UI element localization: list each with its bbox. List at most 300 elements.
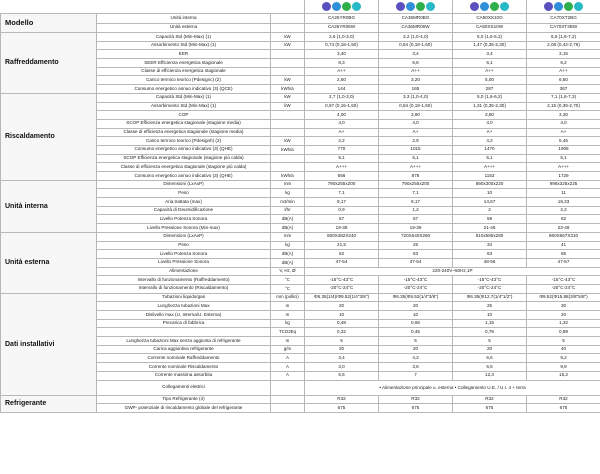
section-title: Unità esterna [1, 232, 97, 293]
header-row-indoor [1, 14, 600, 24]
spec-label: Corrente nominale Raffreddamento [97, 354, 271, 363]
table-row [1, 232, 600, 241]
spec-value: 20 [379, 345, 453, 354]
badges-cell [305, 0, 379, 14]
spec-unit [271, 119, 305, 128]
spec-value: -15°C-43°C [527, 276, 600, 285]
spec-value: 47-54 [305, 258, 379, 267]
spec-value: 4,2 [379, 354, 453, 363]
table-row [1, 33, 600, 42]
spec-value: 5,1 [379, 154, 453, 163]
spec-value: 675 [453, 404, 527, 413]
energy-badge-icon [352, 2, 361, 11]
model-code: CA25YR0BG [305, 14, 379, 24]
spec-value: 10 [379, 311, 453, 320]
spec-label: Capacità Std (Min-Max) (1) [97, 33, 271, 42]
spec-value: 810x585x280 [453, 232, 527, 241]
spec-value: A++ [379, 67, 453, 76]
spec-value: 8,3 [305, 59, 379, 68]
spec-label: Livello Pressione Sonora (Min-max) [97, 224, 271, 233]
spec-value: 3,3 (1,0-4,0) [379, 93, 453, 102]
header-unit [271, 23, 305, 33]
spec-value: 6,6 [453, 354, 527, 363]
spec-value: 1908 [527, 145, 600, 154]
spec-label: Classe di efficienza energetica stagionale [97, 67, 271, 76]
spec-unit: m [271, 302, 305, 311]
spec-value: 57 [379, 215, 453, 224]
spec-label: Carico termico teorico (Pdesignc) (2) [97, 76, 271, 85]
spec-value: 62 [527, 215, 600, 224]
spec-value: 0,66 [379, 319, 453, 328]
spec-value: -20°C-24°C [379, 284, 453, 293]
spec-value: 21-46 [453, 224, 527, 233]
spec-unit [271, 67, 305, 76]
energy-badges [528, 2, 599, 11]
energy-badges [306, 2, 377, 11]
spec-label: Classe di efficienza energetica stagionale (stagione media) [97, 128, 271, 137]
spec-value: 3,15 [527, 50, 600, 59]
header-label-outdoor: Unità esterna [97, 23, 271, 33]
spec-unit: kg [271, 189, 305, 198]
spec-label: GWP- potenziale di riscaldamento globale del refrigerante [97, 404, 271, 413]
spec-label: Capacità Std (Min-Max) (1) [97, 93, 271, 102]
spec-value: 5,45 [527, 137, 600, 146]
spec-label: Dimensioni (LxAxP) [97, 232, 271, 241]
energy-badge-icon [500, 2, 509, 11]
spec-value: 6,8 [379, 59, 453, 68]
spec-value: 2,2 [527, 206, 600, 215]
spec-value: 2,7 (1,0-3,0) [305, 93, 379, 102]
spec-value: 10 [305, 311, 379, 320]
header-unit [271, 14, 305, 24]
spec-value: 5 [453, 337, 527, 346]
spec-value: 18,33 [527, 198, 600, 207]
spec-value: 6,5 [453, 363, 527, 372]
energy-badge-icon [416, 2, 425, 11]
spec-value: 3,80 [453, 111, 527, 120]
spec-label: Intervallo di funzionamento (Raffreddamento) [97, 276, 271, 285]
spec-value: 48-56 [453, 258, 527, 267]
spec-value: 3,4 [305, 354, 379, 363]
spec-value: 2,08 (0,42-2,76) [527, 41, 600, 50]
spec-value: 4,0 [305, 119, 379, 128]
spec-value: 20 [305, 302, 379, 311]
spec-value: 5 [379, 337, 453, 346]
spec-value: 2,15 (0,39-2,70) [527, 102, 600, 111]
spec-unit: kWh/a [271, 145, 305, 154]
spec-value: 1015 [379, 145, 453, 154]
energy-badge-icon [426, 2, 435, 11]
spec-unit [271, 154, 305, 163]
spec-value: 4,00 [305, 111, 379, 120]
model-code: CA50XS10W [453, 23, 527, 33]
spec-value: 7,1 (1,6-7,3) [527, 93, 600, 102]
spec-value: 3,90 [379, 111, 453, 120]
spec-unit [271, 380, 305, 395]
energy-badge-icon [332, 2, 341, 11]
spec-value: 5,1 [527, 154, 600, 163]
spec-unit: dB(A) [271, 258, 305, 267]
spec-value: A+++ [379, 163, 453, 172]
spec-label: Lunghezza tubazioni Max [97, 302, 271, 311]
spec-value: 3,2 (1,0-4,0) [379, 33, 453, 42]
spec-value: 5,1 [453, 154, 527, 163]
energy-badge-icon [342, 2, 351, 11]
spec-unit: kW [271, 41, 305, 50]
spec-value: 9,17 [379, 198, 453, 207]
energy-badge-icon [490, 2, 499, 11]
spec-value: 1729 [527, 172, 600, 181]
model-code: CA70XT2BG [527, 14, 600, 24]
spec-unit: m [271, 337, 305, 346]
spec-value: 770 [305, 145, 379, 154]
spec-value: 9,9 [527, 363, 600, 372]
spec-value: 20 [453, 345, 527, 354]
table-row [1, 180, 600, 189]
spec-value: 878 [379, 172, 453, 181]
spec-value: 47-57 [527, 258, 600, 267]
spec-label: EER [97, 50, 271, 59]
spec-value: R32 [527, 395, 600, 404]
spec-label: Corrente massima assorbita [97, 371, 271, 380]
spec-value: 6,5 [305, 371, 379, 380]
spec-value: A+++ [527, 163, 600, 172]
spec-value: 14,67 [453, 198, 527, 207]
spec-value: 5 [527, 337, 600, 346]
spec-value: 3,0 [305, 363, 379, 372]
spec-label: Assorbimento Std (Min-Max) (1) [97, 102, 271, 111]
spec-value: 11 [527, 189, 600, 198]
spec-value: 40 [527, 345, 600, 354]
spec-value: 165 [379, 85, 453, 94]
spec-value: 860X667X310 [527, 232, 600, 241]
spec-label: Aria trattata (max) [97, 198, 271, 207]
spec-value: 23-48 [527, 224, 600, 233]
spec-value: 12,3 [453, 371, 527, 380]
spec-value: 3,8 [379, 363, 453, 372]
spec-value: 5,1 [305, 154, 379, 163]
energy-badge-icon [396, 2, 405, 11]
spec-value: -15°C-43°C [379, 276, 453, 285]
spec-value: 25 [379, 241, 453, 250]
spec-unit: dB(A) [271, 224, 305, 233]
spec-value: 287 [453, 85, 527, 94]
table-row [1, 395, 600, 404]
spec-unit: °C [271, 284, 305, 293]
spec-unit: l/hr [271, 206, 305, 215]
spec-value: 7,1 [305, 189, 379, 198]
section-title: Refrigerante [1, 395, 97, 412]
spec-label: SCOP Efficienza energetica stagionale (stagione media) [97, 119, 271, 128]
model-code: CA36MR0BG [379, 14, 453, 24]
spec-unit [271, 404, 305, 413]
spec-unit [271, 395, 305, 404]
energy-badge-icon [480, 2, 489, 11]
spec-label: Livello Pressione Sonora [97, 258, 271, 267]
spec-value: -20°C-24°C [305, 284, 379, 293]
spec-unit [271, 111, 305, 120]
spec-unit: A [271, 354, 305, 363]
spec-label: Consumo energetico annuo indicativo (3) (QHE) [97, 145, 271, 154]
spec-value: 2,60 [305, 76, 379, 85]
spec-value: 890x300x220 [453, 180, 527, 189]
spec-unit: kg [271, 241, 305, 250]
energy-badge-icon [574, 2, 583, 11]
spec-value: 25 [453, 302, 527, 311]
model-code: CA70XT2BW [527, 23, 600, 33]
spec-value: 1,47 (0,35-2,30) [453, 41, 527, 50]
spec-label: COP [97, 111, 271, 120]
spec-unit [271, 128, 305, 137]
spec-value: 4,2 [453, 137, 527, 146]
spec-label: Peso [97, 189, 271, 198]
spec-value: 790x255x200 [305, 180, 379, 189]
spec-value: 0,67 (0,15-1,50) [305, 102, 379, 111]
spec-unit: kW [271, 33, 305, 42]
spec-unit: V, Hz, Ø [271, 267, 305, 276]
model-code: CA25YR06W [305, 23, 379, 33]
spec-value: 5,0 (1,6-6,2) [453, 93, 527, 102]
spec-unit: m3/min [271, 198, 305, 207]
spec-label: Classe di efficienza energetica stagionale (stagione più calda) [97, 163, 271, 172]
badges-cell [379, 0, 453, 14]
spec-unit: kW [271, 137, 305, 146]
spec-unit [271, 59, 305, 68]
spec-value: 47-54 [379, 258, 453, 267]
spec-label: Consumo energetico annuo indicativo (3) (QHE) [97, 172, 271, 181]
spec-unit: mm (pollici) [271, 293, 305, 302]
spec-value: 367 [527, 85, 600, 94]
spec-value: 7 [379, 371, 453, 380]
spec-value: 720X540X260 [379, 232, 453, 241]
spec-value: 20 [379, 302, 453, 311]
spec-value: 5,0 (1,6-5,2) [453, 33, 527, 42]
spec-value: R32 [305, 395, 379, 404]
spec-value: 19-38 [305, 224, 379, 233]
spec-value: 2,9 [379, 137, 453, 146]
spec-unit: mm [271, 232, 305, 241]
spec-value: 2,2 [305, 137, 379, 146]
spec-label: Livello Potenza Sonora [97, 250, 271, 259]
spec-value: 10 [453, 311, 527, 320]
spec-value: 3,20 [379, 76, 453, 85]
spec-value: 0,48 [305, 319, 379, 328]
spec-value: 6,1 [453, 59, 527, 68]
spec-unit: kg [271, 319, 305, 328]
section-title: Dati installativi [1, 293, 97, 395]
spec-unit: dB(A) [271, 215, 305, 224]
spec-value: A++ [305, 67, 379, 76]
spec-unit: °C [271, 276, 305, 285]
table-row [1, 293, 600, 302]
energy-badge-icon [470, 2, 479, 11]
spec-value: 21,5 [305, 241, 379, 250]
spec-label: Dimensioni (LxAxP) [97, 180, 271, 189]
spec-value: 660X482X240 [305, 232, 379, 241]
spec-label: Alimentazione [97, 267, 271, 276]
spec-value: 20 [527, 311, 600, 320]
energy-badges [454, 2, 525, 11]
spec-value: 5,00 [453, 76, 527, 85]
spec-value: 65 [527, 250, 600, 259]
spec-value: A++ [453, 67, 527, 76]
spec-value: 1153 [453, 172, 527, 181]
spec-value: -15°C-43°C [453, 276, 527, 285]
spec-value: 3,4 [379, 50, 453, 59]
spec-value: 675 [527, 404, 600, 413]
spec-value: 1,32 [527, 319, 600, 328]
energy-badge-icon [544, 2, 553, 11]
badges-cell [453, 0, 527, 14]
spec-value: 3,40 [305, 50, 379, 59]
spec-unit [271, 163, 305, 172]
spec-unit: kWh/a [271, 172, 305, 181]
spec-value: A+ [453, 128, 527, 137]
spec-value: 10 [453, 189, 527, 198]
spec-value: 0,78 [453, 328, 527, 337]
spec-value: R32 [379, 395, 453, 404]
energy-badges [380, 2, 451, 11]
energy-badges-row [1, 0, 600, 14]
spec-value: 656 [305, 172, 379, 181]
section-title: Raffreddamento [1, 33, 97, 94]
spec-label: Assorbimento Std (Min-Max) (1) [97, 41, 271, 50]
spec-label [97, 328, 271, 337]
spec-value: 790x255x200 [379, 180, 453, 189]
spec-value: 30 [527, 302, 600, 311]
spec-value: 59 [453, 215, 527, 224]
spec-value: 63 [453, 250, 527, 259]
spec-value: A+ [527, 128, 600, 137]
spec-value: 62 [305, 250, 379, 259]
spec-value: Φ6.35(Φ9.52(1/4"3/8") [379, 293, 453, 302]
spec-unit: mm [271, 180, 305, 189]
spec-label: Peso [97, 241, 271, 250]
spec-value: -15°C-43°C [305, 276, 379, 285]
spec-value: 63 [379, 250, 453, 259]
spec-value: 998x325x225 [527, 180, 600, 189]
spec-value: 144 [305, 85, 379, 94]
spec-label: Carica aggiuntiva refrigerante [97, 345, 271, 354]
spec-value: -20°C-24°C [453, 284, 527, 293]
spec-value: 57 [305, 215, 379, 224]
spec-label: Lunghezza tubazioni Max senza aggiunta di refrigerante [97, 337, 271, 346]
spec-value: 0,9 [305, 206, 379, 215]
spec-unit: A [271, 363, 305, 372]
spec-label: Carico termico teorico (Pdesignh) (2) [97, 137, 271, 146]
spec-value: 675 [379, 404, 453, 413]
spec-value: 4,0 [453, 119, 527, 128]
spec-label: Consumo energetico annuo indicativo (3) (QCE) [97, 85, 271, 94]
spec-unit: kW [271, 102, 305, 111]
spec-value: 19-39 [379, 224, 453, 233]
spec-value: R32 [453, 395, 527, 404]
spec-value-span: 220-240V~50Hz,1P [305, 267, 600, 276]
badges-cell [527, 0, 600, 14]
spec-label: Precarica di fabbrica [97, 319, 271, 328]
spec-label: Corrente nominale Riscaldamento [97, 363, 271, 372]
spec-label: Tubazioni liquido/gas [97, 293, 271, 302]
spec-value: 0,74 (0,18-1,50) [305, 41, 379, 50]
spec-value: 20 [305, 345, 379, 354]
spec-value: Φ6.35(1/4)/Φ9.52(1/4"3/8") [305, 293, 379, 302]
spec-label: Tipo Refrigerante (4) [97, 395, 271, 404]
spec-unit: kWh/a [271, 85, 305, 94]
spec-label: Capacità di Deumidificazione [97, 206, 271, 215]
spec-value: 41 [527, 241, 600, 250]
spec-value: 7,1 [379, 189, 453, 198]
spec-unit: kW [271, 76, 305, 85]
spec-value: 1,31 (0,35-2,30) [453, 102, 527, 111]
model-code: CA50XS10G [453, 14, 527, 24]
spec-value: 1,15 [453, 319, 527, 328]
spec-label: Dislivello max (U. Interna/U. Esterna) [97, 311, 271, 320]
spec-value: 0,32 [305, 328, 379, 337]
energy-badge-icon [554, 2, 563, 11]
spec-value: -20°C-24°C [527, 284, 600, 293]
spec-value: 0,45 [379, 328, 453, 337]
spec-unit: TCO2Eq [271, 328, 305, 337]
spec-value: 3,4 [453, 50, 527, 59]
header-title: Modello [1, 14, 97, 33]
spec-value: Φ6.35(Φ12.7(1/4"1/2") [453, 293, 527, 302]
spec-label: SEER Efficienza energetica stagionale [97, 59, 271, 68]
spec-value: 1,2 [379, 206, 453, 215]
energy-badge-icon [322, 2, 331, 11]
spec-value: 2,6 (1,0-3,0) [305, 33, 379, 42]
spec-unit: dB(A) [271, 250, 305, 259]
spec-label: Collegamenti elettrici [97, 380, 271, 395]
spec-value: 15,2 [527, 371, 600, 380]
spec-value: A+++ [305, 163, 379, 172]
spec-value: 9,2 [527, 354, 600, 363]
spec-value: 0,84 (0,18-1,60) [379, 102, 453, 111]
spec-value: 9,17 [305, 198, 379, 207]
spec-unit: A [271, 371, 305, 380]
spec-label: Livello Potenza Sonora [97, 215, 271, 224]
spec-value-span: • Alimentazione principale u. esterna • Collegamento U.E. / U.I. 4 + terra [305, 380, 600, 395]
spec-value: 675 [305, 404, 379, 413]
energy-badge-icon [564, 2, 573, 11]
spec-value: Φ9.52(Φ15.88(3/8"5/8") [527, 293, 600, 302]
spec-label: Intervallo di funzionamento (Riscaldamento) [97, 284, 271, 293]
spec-value: 2 [453, 206, 527, 215]
spec-label: SCOP Efficienza energetica stagionale (stagione più calda) [97, 154, 271, 163]
spec-unit: kW [271, 93, 305, 102]
model-code: CA36MR06W [379, 23, 453, 33]
spec-value: 3,30 [527, 111, 600, 120]
section-title: Riscaldamento [1, 93, 97, 180]
header-label-indoor: Unità interna [97, 14, 271, 24]
energy-badge-icon [406, 2, 415, 11]
spec-value: A+ [379, 128, 453, 137]
spec-value: A++ [527, 67, 600, 76]
spec-value: 5 [305, 337, 379, 346]
spec-value: A+ [305, 128, 379, 137]
spec-value: 4,0 [379, 119, 453, 128]
spec-value: 0,89 [527, 328, 600, 337]
spec-value: 34 [453, 241, 527, 250]
spec-unit [271, 50, 305, 59]
spec-value: A+++ [453, 163, 527, 172]
spec-unit: g/m [271, 345, 305, 354]
section-title: Unità interna [1, 180, 97, 232]
spec-value: 6,50 [527, 76, 600, 85]
spec-value: 4,0 [527, 119, 600, 128]
spec-value: 6,2 [527, 59, 600, 68]
spec-value: 1470 [453, 145, 527, 154]
spec-value: 0,84 (0,18-1,60) [379, 41, 453, 50]
